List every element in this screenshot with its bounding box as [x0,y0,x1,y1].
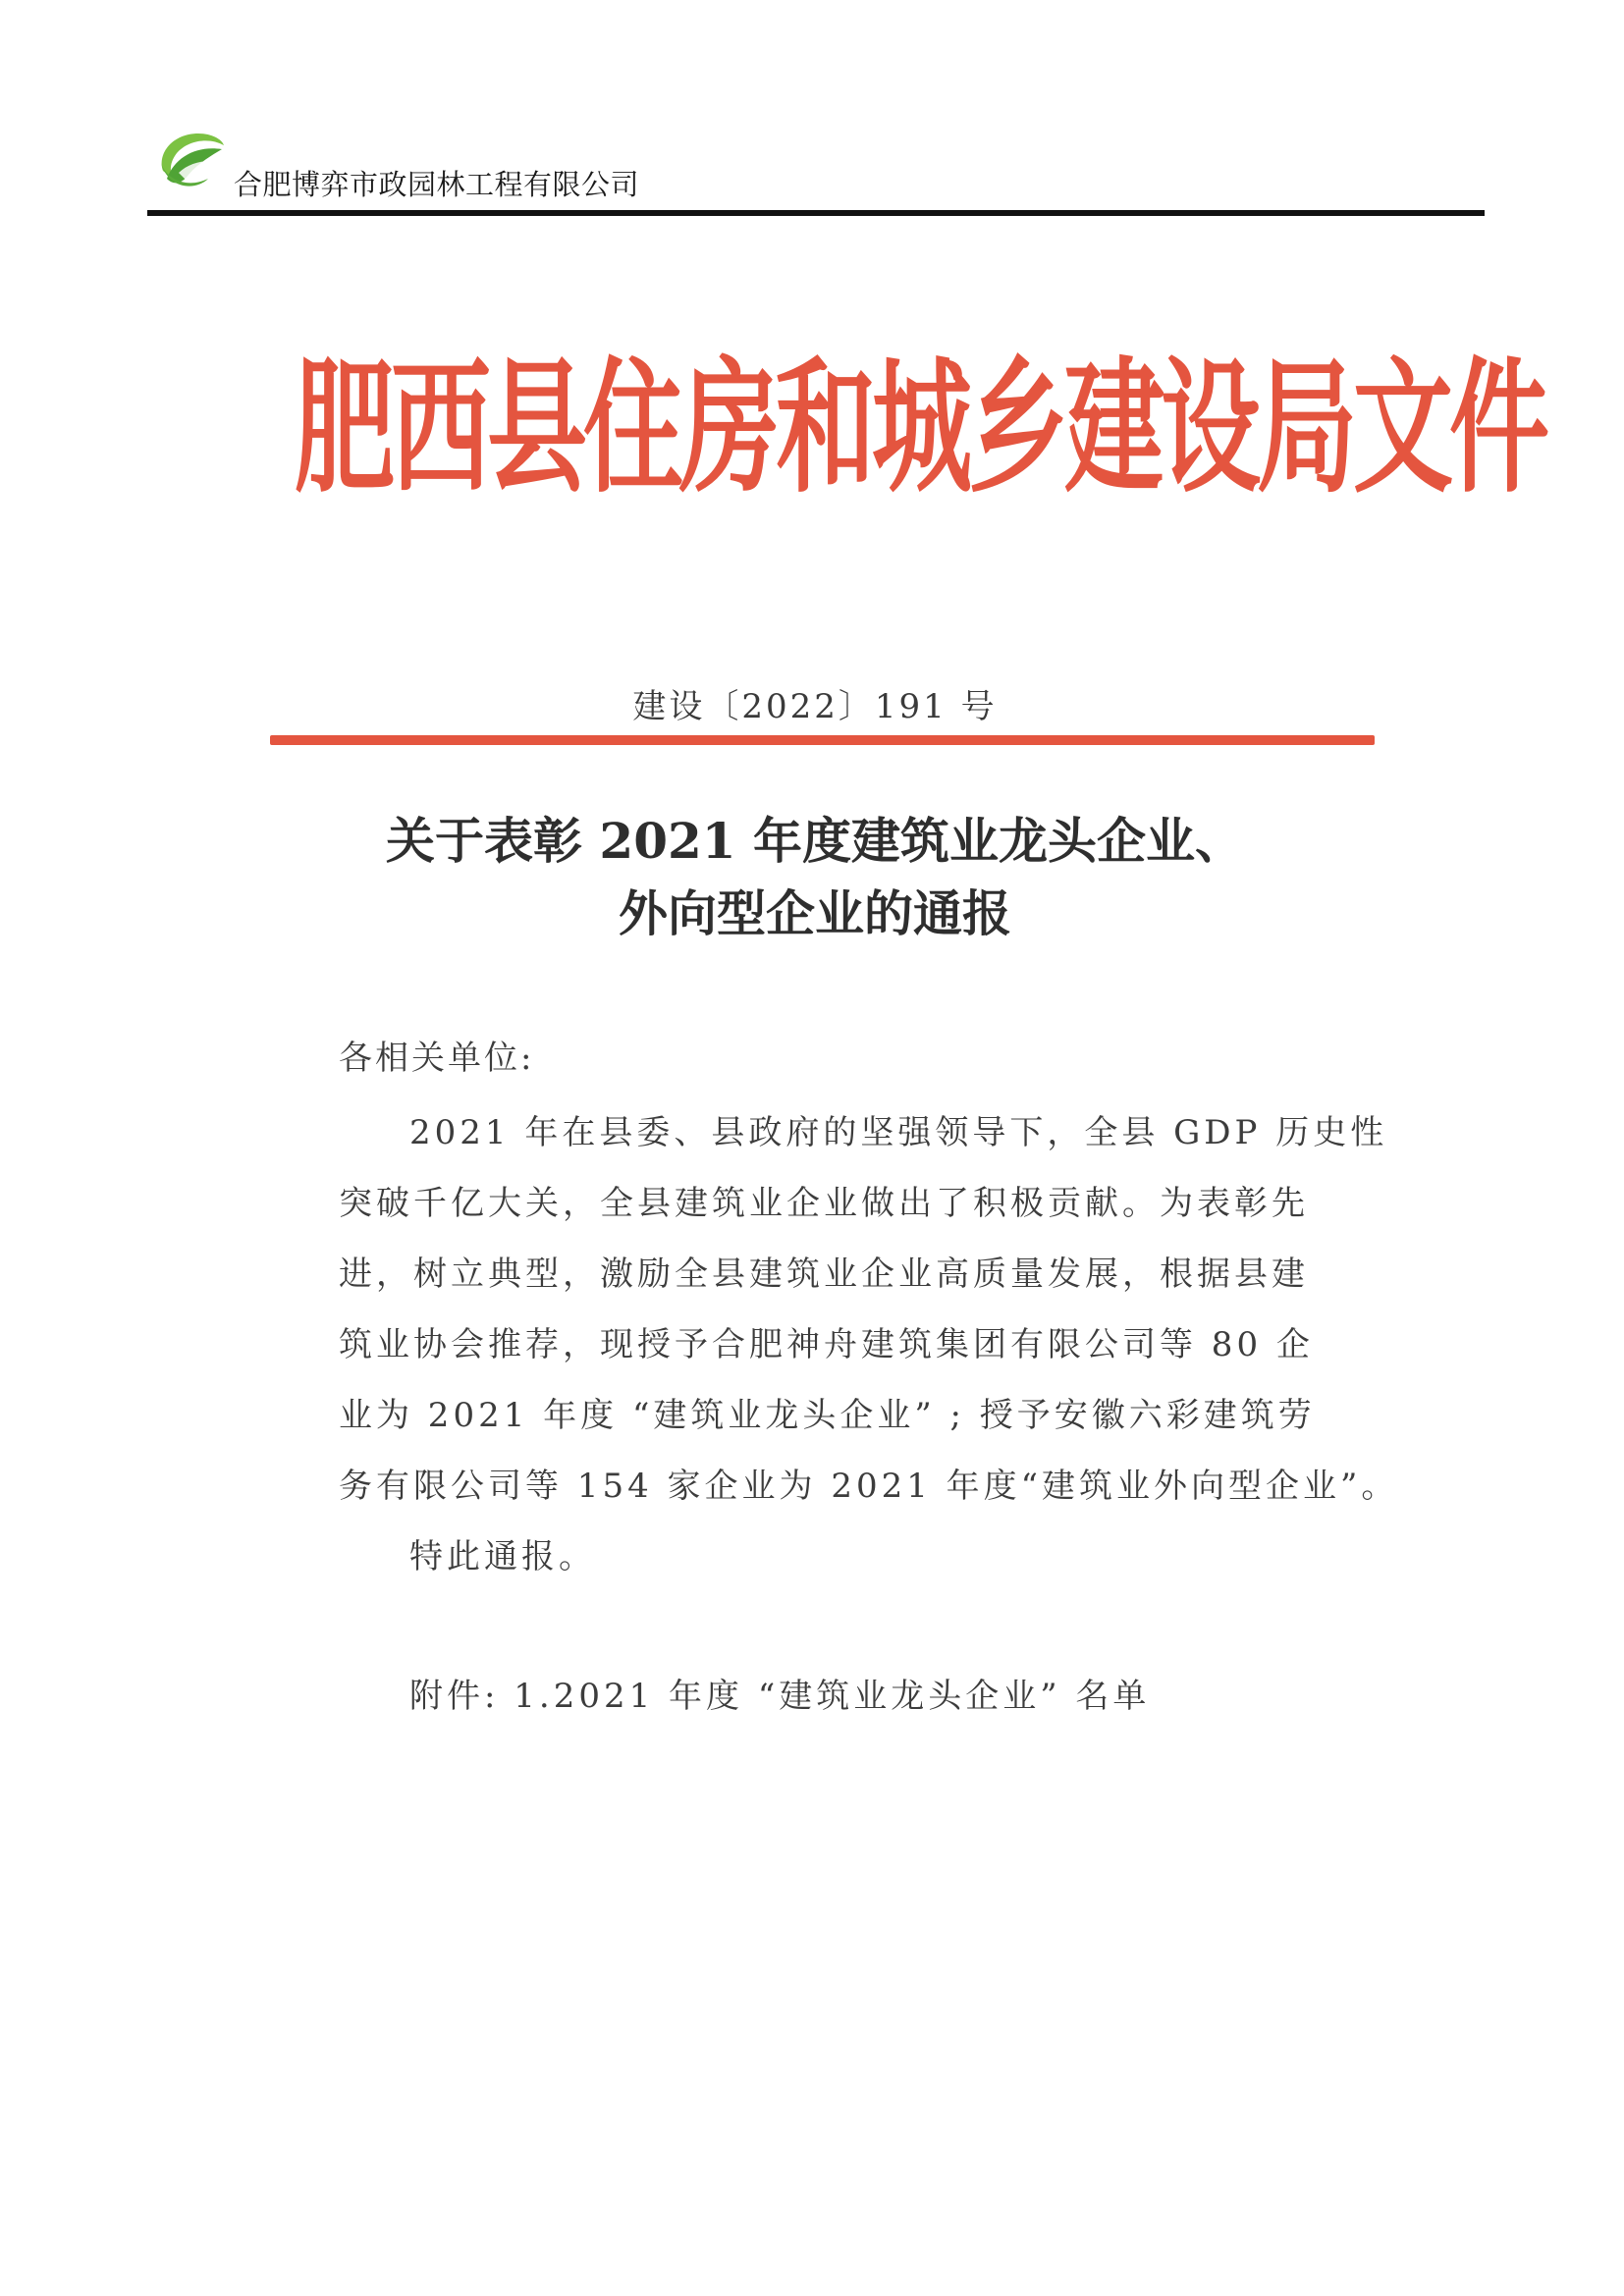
body-line: 进，树立典型，激励全县建筑业企业高质量发展，根据县建 [339,1255,1309,1294]
closing-line: 特此通报。 [409,1537,596,1576]
body-line: 筑业协会推荐，现授予合肥神舟建筑集团有限公司等 80 企 [339,1325,1314,1364]
notice-title [324,805,1306,950]
body-line: 务有限公司等 154 家企业为 2021 年度“建筑业外向型企业”。 [339,1467,1399,1506]
salutation: 各相关单位: [339,1039,535,1078]
header-divider [147,210,1485,216]
attachment-note: 附件: 1.2021 年度 “建筑业龙头企业” 名单 [409,1677,1151,1716]
body-line: 突破千亿大关，全县建筑业企业做出了积极贡献。为表彰先 [339,1184,1309,1223]
red-divider [270,735,1375,745]
notice-title-line-1: 关于表彰 2021 年度建筑业龙头企业、 [386,812,1244,870]
document-number: 建设〔2022〕191 号 [632,687,998,726]
body-line: 业为 2021 年度 “建筑业龙头企业” ; 授予安徽六彩建筑劳 [339,1396,1316,1435]
company-name: 合肥博弈市政园林工程有限公司 [234,168,640,201]
company-header [147,118,1485,216]
notice-title-line-2: 外向型企业的通报 [619,884,1011,942]
body-line: 2021 年在县委、县政府的坚强领导下，全县 GDP 历史性 [409,1113,1388,1152]
body-text [339,1097,1399,1592]
company-logo-icon [153,124,228,192]
issuer-masthead: 肥西县住房和城乡建设局文件 [295,344,1545,514]
